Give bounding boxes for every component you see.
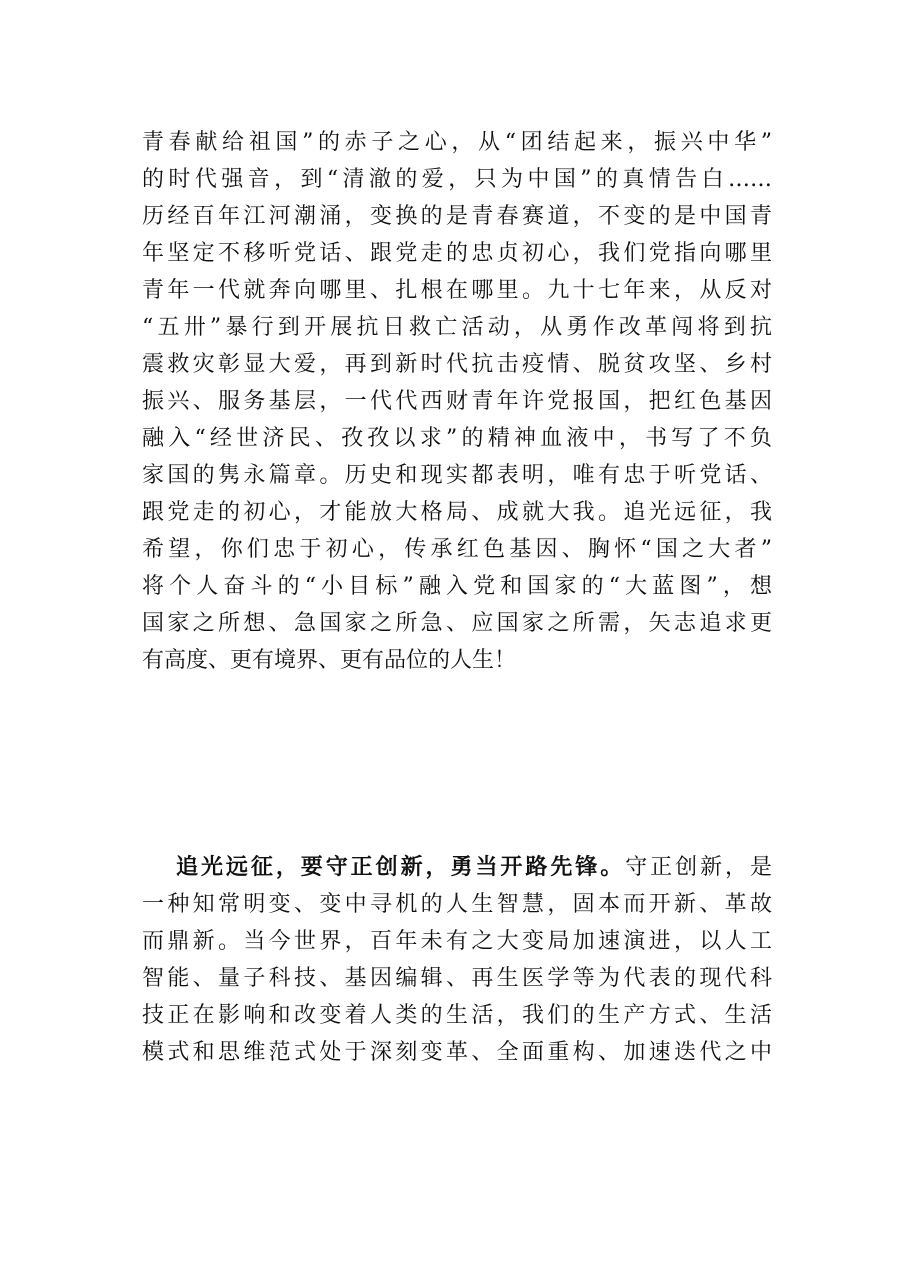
- paragraph-line: 有高度、更有境界、更有品位的人生！: [142, 648, 517, 673]
- paragraph-line: 而鼎新。当今世界，百年未有之大变局加速演进，以人工: [142, 929, 772, 954]
- paragraph-line: 震救灾彰显大爱，再到新时代抗击疫情、脱贫攻坚、乡村: [142, 352, 772, 377]
- paragraph-line: 国家之所想、急国家之所急、应国家之所需，矢志追求更: [142, 611, 772, 636]
- paragraph-line: 青年一代就奔向哪里、扎根在哪里。九十七年来，从反对: [142, 278, 772, 303]
- paragraph-line: 希望，你们忠于初心，传承红色基因、胸怀“国之大者”: [142, 537, 772, 562]
- paragraph-line: 振兴、服务基层，一代代西财青年许党报国，把红色基因: [142, 389, 772, 414]
- paragraph-innovation: [142, 849, 772, 1071]
- paragraph-line: 融入“经世济民、孜孜以求”的精神血液中，书写了不负: [142, 426, 772, 451]
- paragraph-line: 技正在影响和改变着人类的生活，我们的生产方式、生活: [142, 1003, 772, 1028]
- paragraph-youth-devotion: [142, 124, 772, 679]
- paragraph-line: 跟党走的初心，才能放大格局、成就大我。追光远征，我: [142, 500, 772, 525]
- paragraph-line: 历经百年江河潮涌，变换的是青春赛道，不变的是中国青: [142, 204, 772, 229]
- paragraph-line: “五卅”暴行到开展抗日救亡活动，从勇作改革闯将到抗: [142, 315, 772, 340]
- paragraph-line: 的时代强音，到“清澈的爱，只为中国”的真情告白……: [142, 167, 772, 192]
- paragraph-line: 年坚定不移听党话、跟党走的忠贞初心，我们党指向哪里: [142, 241, 772, 266]
- paragraph-line: 青春献给祖国”的赤子之心，从“团结起来，振兴中华”: [142, 130, 772, 155]
- paragraph-heading: 追光远征，要守正创新，勇当开路先锋。: [176, 855, 626, 880]
- paragraph-line: 将个人奋斗的“小目标”融入党和国家的“大蓝图”，想: [142, 574, 772, 599]
- paragraph-line: 一种知常明变、变中寻机的人生智慧，固本而开新、革故: [142, 892, 772, 917]
- paragraph-heading-continuation: 守正创新，是: [625, 855, 772, 880]
- paragraph-first-line: [142, 849, 772, 886]
- paragraph-line: 模式和思维范式处于深刻变革、全面重构、加速迭代之中: [142, 1040, 772, 1065]
- paragraph-line: 智能、量子科技、基因编辑、再生医学等为代表的现代科: [142, 966, 772, 991]
- paragraph-line: 家国的隽永篇章。历史和现实都表明，唯有忠于听党话、: [142, 463, 772, 488]
